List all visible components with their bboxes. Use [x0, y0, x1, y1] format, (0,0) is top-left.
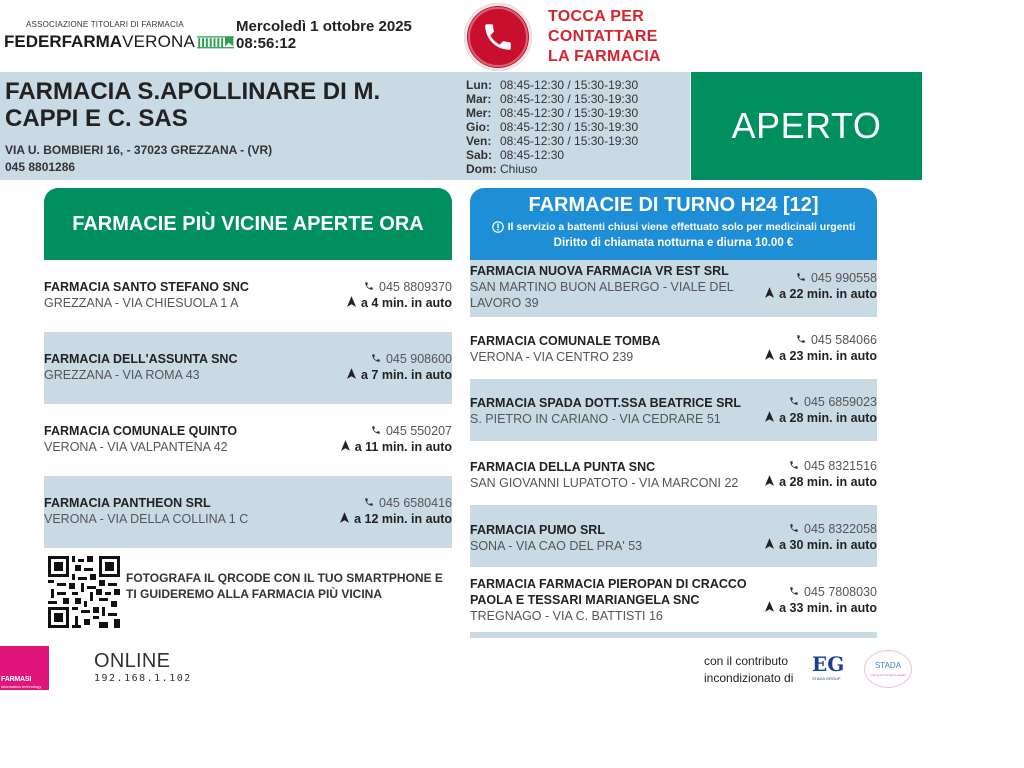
item-phone: [789, 395, 877, 409]
duty-list-item[interactable]: [470, 317, 877, 379]
ip-address: 192.168.1.102: [94, 673, 192, 684]
eg-logo-text: EG: [812, 652, 845, 676]
nearby-header: FARMACIE PIÙ VICINE APERTE ORA: [44, 188, 452, 260]
item-travel-text: a 7 min. in auto: [361, 368, 452, 382]
item-address: VERONA - VIA VALPANTENA 42: [44, 440, 228, 454]
nearby-list-item[interactable]: [44, 260, 452, 332]
hours-row: [466, 162, 638, 176]
sponsor-line: incondizionato di: [704, 671, 794, 685]
phone-icon: [364, 496, 374, 510]
current-time: 08:56:12: [236, 35, 297, 52]
opening-hours: [466, 78, 638, 176]
qrcode-icon[interactable]: [48, 556, 120, 628]
phone-icon: [796, 271, 806, 285]
item-phone-number: 045 908600: [385, 352, 452, 366]
item-name: FARMACIA PUMO SRL: [470, 523, 605, 537]
phone-icon: [371, 424, 381, 438]
logo-brand: [4, 30, 234, 54]
item-phone-number: 045 8322058: [804, 522, 877, 536]
duty-list-item[interactable]: [470, 505, 877, 567]
hours-time: 08:45-12:30 / 15:30-19:30: [500, 120, 639, 134]
federfarma-logo: [4, 20, 234, 54]
item-address: GREZZANA - VIA ROMA 43: [44, 368, 200, 382]
item-travel-text: a 30 min. in auto: [779, 538, 877, 552]
navigation-arrow-icon: [765, 287, 774, 301]
duty-list-item[interactable]: [470, 260, 877, 317]
navigation-arrow-icon: [341, 440, 350, 454]
item-name: FARMACIA COMUNALE QUINTO: [44, 424, 238, 438]
navigation-arrow-icon: [765, 601, 774, 615]
phone-icon[interactable]: [464, 3, 532, 71]
item-travel-text: a 22 min. in auto: [779, 287, 877, 301]
hours-day: Mer:: [466, 106, 492, 120]
phone-icon: [364, 280, 374, 294]
item-address: S. PIETRO IN CARIANO - VIA CEDRARE 51: [470, 412, 721, 426]
stada-logo-subtext: Caring for People's Health: [870, 673, 906, 677]
item-travel-time: [340, 512, 452, 526]
navigation-arrow-icon: [765, 411, 774, 425]
item-travel-text: a 23 min. in auto: [779, 349, 877, 363]
duty-notice: [470, 221, 877, 233]
phone-icon: [789, 395, 799, 409]
item-travel-text: a 28 min. in auto: [779, 475, 877, 489]
item-travel-text: a 12 min. in auto: [354, 512, 452, 526]
item-address: VERONA - VIA DELLA COLLINA 1 C: [44, 512, 249, 526]
hours-day: Gio:: [466, 120, 490, 134]
farmasi-logo-text: FARMASI: [1, 676, 32, 683]
item-name: FARMACIA NUOVA FARMACIA VR EST SRL: [470, 264, 729, 278]
item-address: GREZZANA - VIA CHIESUOLA 1 A: [44, 296, 239, 310]
item-travel-time: [347, 368, 452, 382]
item-name: FARMACIA SANTO STEFANO SNC: [44, 280, 249, 294]
item-travel-text: a 33 min. in auto: [779, 601, 877, 615]
item-phone: [796, 333, 877, 347]
hours-time: 08:45-12:30 / 15:30-19:30: [500, 106, 639, 120]
nearby-list-item[interactable]: [44, 332, 452, 404]
eg-logo-subtext: STADA GROUP: [812, 676, 841, 681]
item-address: SONA - VIA CAO DEL PRA' 53: [470, 539, 643, 553]
hours-time: 08:45-12:30 / 15:30-19:30: [500, 92, 639, 106]
item-name: FARMACIA DELL'ASSUNTA SNC: [44, 352, 238, 366]
navigation-arrow-icon: [765, 475, 774, 489]
item-travel-time: [341, 440, 452, 454]
hours-day: Lun:: [466, 78, 492, 92]
item-travel-text: a 11 min. in auto: [354, 440, 452, 454]
item-phone-number: 045 7808030: [804, 585, 877, 599]
item-name: FARMACIA FARMACIA PIEROPAN DI CRACCO PAOLA E TESSARI MARIANGELA SNC: [470, 577, 747, 607]
hours-time: 08:45-12:30 / 15:30-19:30: [500, 134, 639, 148]
hours-row: [466, 148, 638, 162]
item-phone: [789, 522, 877, 536]
item-phone-number: 045 584066: [810, 333, 877, 347]
item-phone-number: 045 8321516: [804, 459, 877, 473]
item-phone-number: 045 6580416: [379, 496, 452, 510]
duty-list-item[interactable]: [470, 442, 877, 504]
item-travel-time: [765, 538, 877, 552]
duty-header: [470, 188, 877, 260]
call-pharmacy-button[interactable]: [548, 7, 661, 67]
item-phone: [364, 280, 452, 294]
item-name: FARMACIA COMUNALE TOMBA: [470, 334, 661, 348]
item-phone: [371, 424, 452, 438]
sponsor-line: con il contributo: [704, 654, 789, 668]
open-status-badge: APERTO: [691, 72, 922, 180]
navigation-arrow-icon: [765, 349, 774, 363]
phone-icon: [789, 522, 799, 536]
call-line: LA FARMACIA: [548, 48, 661, 65]
connection-status: ONLINE: [94, 650, 171, 672]
item-phone: [796, 271, 877, 285]
item-phone: [364, 496, 452, 510]
item-phone: [371, 352, 452, 366]
call-line: CONTATTARE: [548, 28, 658, 45]
eg-logo: [812, 652, 852, 686]
navigation-arrow-icon: [765, 538, 774, 552]
nearby-list-item[interactable]: [44, 476, 452, 548]
item-travel-time: [765, 287, 877, 301]
item-phone-number: 045 990558: [810, 271, 877, 285]
item-travel-text: a 28 min. in auto: [779, 411, 877, 425]
date-time: [236, 18, 412, 52]
item-address: VERONA - VIA CENTRO 239: [470, 350, 634, 364]
duty-list-scroll-edge: [470, 632, 877, 638]
pharmacy-phone: 045 8801286: [5, 160, 76, 174]
navigation-arrow-icon: [347, 296, 356, 310]
qrcode-instructions: FOTOGRAFA IL QRCODE CON IL TUO SMARTPHONE E TI GUIDEREMO ALLA FARMACIA PIÙ VICINA: [126, 571, 443, 601]
item-travel-text: a 4 min. in auto: [361, 296, 452, 310]
duty-list-item[interactable]: [470, 379, 877, 441]
current-date: Mercoledì 1 ottobre 2025: [236, 18, 412, 35]
stada-logo-text: STADA: [874, 661, 902, 670]
phone-icon: [789, 459, 799, 473]
nearby-list-item[interactable]: [44, 404, 452, 476]
item-name: FARMACIA SPADA DOTT.SSA BEATRICE SRL: [470, 396, 742, 410]
logo-brand-bold: FEDERFARMA: [4, 32, 123, 51]
hours-row: [466, 120, 638, 134]
item-name: FARMACIA PANTHEON SRL: [44, 496, 211, 510]
item-travel-time: [765, 349, 877, 363]
item-travel-time: [347, 296, 452, 310]
farmasi-logo: [0, 646, 49, 690]
duty-fee: Diritto di chiamata notturna e diurna 10.00 €: [553, 237, 794, 249]
hours-row: [466, 92, 638, 106]
navigation-arrow-icon: [347, 368, 356, 382]
pharmacy-address: VIA U. BOMBIERI 16, - 37023 GREZZANA - (VR): [5, 143, 273, 157]
item-address: TREGNAGO - VIA C. BATTISTI 16: [470, 609, 663, 623]
phone-icon: [789, 585, 799, 599]
item-phone: [789, 459, 877, 473]
pharmacy-name: FARMACIA S.APOLLINARE DI M. CAPPI E C. SAS: [5, 78, 381, 132]
item-phone-number: 045 6859023: [804, 395, 877, 409]
arena-icon: [197, 30, 234, 54]
item-name: FARMACIA DELLA PUNTA SNC: [470, 460, 656, 474]
item-travel-time: [765, 411, 877, 425]
hours-day: Sab:: [466, 148, 493, 162]
call-line: TOCCA PER: [548, 8, 645, 25]
phone-icon: [796, 333, 806, 347]
item-address: SAN GIOVANNI LUPATOTO - VIA MARCONI 22: [470, 476, 739, 490]
hours-day: Mar:: [466, 92, 492, 106]
duty-notice-text: Il servizio a battenti chiusi viene effettuato solo per medicinali urgenti: [507, 221, 856, 233]
hours-row: [466, 78, 638, 92]
hours-row: [466, 134, 638, 148]
hours-time: Chiuso: [500, 162, 538, 176]
hours-day: Dom:: [466, 162, 497, 176]
info-icon: [492, 221, 504, 233]
item-address: SAN MARTINO BUON ALBERGO - VIALE DEL LAVORO 39: [470, 280, 734, 310]
item-phone: [789, 585, 877, 599]
item-phone-number: 045 8809370: [379, 280, 452, 294]
hours-day: Ven:: [466, 134, 492, 148]
item-travel-time: [765, 475, 877, 489]
item-phone-number: 045 550207: [385, 424, 452, 438]
navigation-arrow-icon: [340, 512, 349, 526]
item-travel-time: [765, 601, 877, 615]
duty-list-item[interactable]: [470, 568, 877, 632]
duty-title: FARMACIE DI TURNO H24 [12]: [528, 194, 819, 216]
hours-time: 08:45-12:30: [500, 148, 565, 162]
hours-row: [466, 106, 638, 120]
logo-assoc-text: ASSOCIAZIONE TITOLARI DI FARMACIA: [26, 20, 184, 29]
phone-icon: [371, 352, 381, 366]
logo-brand-light: VERONA: [122, 32, 196, 51]
sponsor-text: [704, 653, 793, 687]
farmasi-logo-subtext: information technology: [1, 684, 42, 689]
stada-logo: [864, 650, 912, 688]
hours-time: 08:45-12:30 / 15:30-19:30: [500, 78, 639, 92]
